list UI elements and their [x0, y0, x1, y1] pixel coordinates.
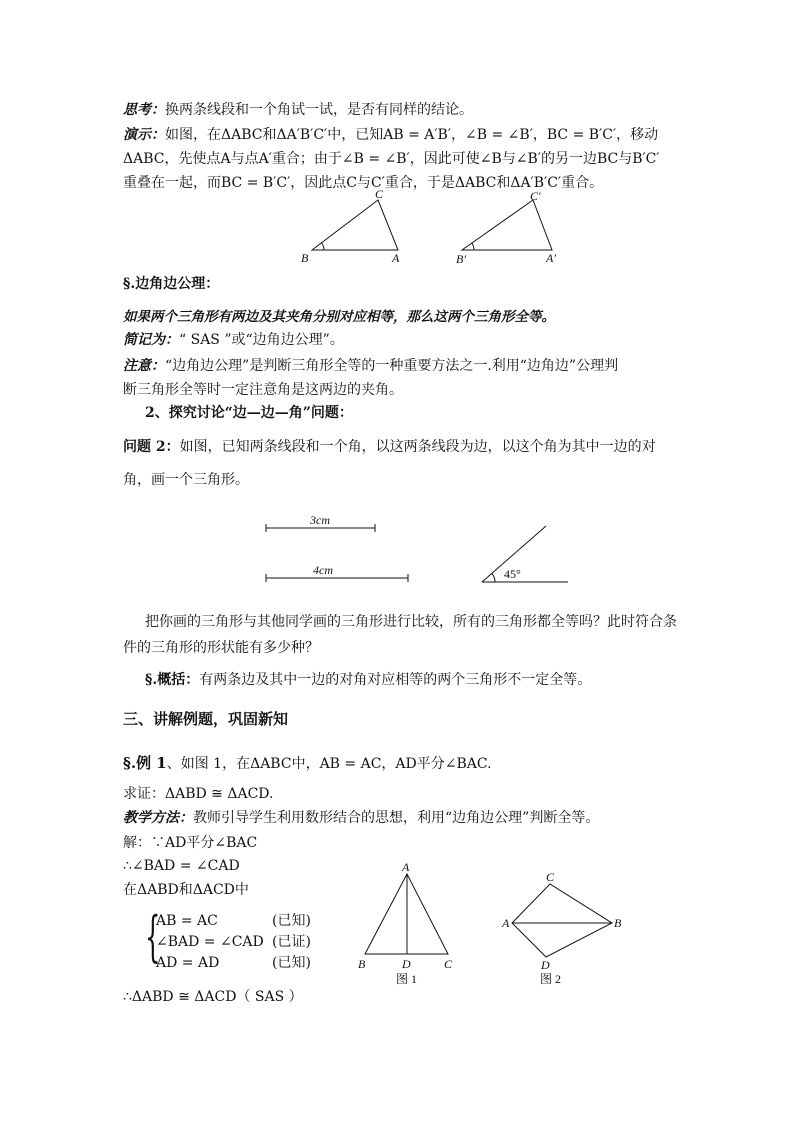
fig1-label-b: B [358, 957, 366, 971]
fig1-label-a: A [402, 860, 410, 874]
segment-3cm-label: 3cm [310, 513, 330, 527]
triangles-figure [290, 188, 580, 268]
label-b-prime: B′ [456, 252, 466, 266]
ex1-method-label: 教学方法： [123, 810, 193, 826]
q2-label: 问题 2： [123, 439, 180, 455]
segments-angle-figure [258, 508, 578, 590]
note-line-1 [123, 357, 683, 376]
think-text: 换两条线段和一个角试一试，是否有同样的结论。 [165, 102, 473, 118]
label-a: A [392, 251, 400, 265]
ex1-label: §.例 1 [123, 754, 167, 772]
ex1-line [123, 754, 683, 774]
system-brace: { [145, 905, 161, 968]
fig2-label-d: D [541, 958, 550, 972]
ex1-method-text: 教师引导学生利用数形结合的思想，利用“边角边公理”判断全等。 [193, 810, 600, 826]
think-paragraph [123, 101, 683, 120]
ex1-conclusion: ∴ΔABD ≅ ΔACD（ SAS ） [123, 989, 303, 1005]
system-reason-2: (已证) [272, 934, 311, 950]
demo-line-1 [123, 126, 683, 145]
segment-3cm [266, 513, 375, 532]
think-label: 思考： [123, 102, 165, 118]
summary-line [145, 671, 705, 690]
demo-text-1: 如图，在ΔABC和ΔA′B′C′中，已知AB = A′B′，∠B = ∠B′，BC = B′C′，移动 [165, 127, 659, 143]
sas-short [123, 331, 683, 350]
ex1-method [123, 809, 683, 828]
ex1-sol-3: 在ΔABD和ΔACD中 [123, 882, 249, 898]
summary-text: 有两条边及其中一边的对角对应相等的两个三角形不一定全等。 [199, 672, 592, 688]
angle-45 [482, 526, 568, 582]
demo-line-3: 重叠在一起，而BC = B′C′，因此点C与C′重合，于是ΔABC和ΔA′B′C′重合。 [123, 175, 604, 191]
triangle-abc [301, 187, 400, 265]
system-eq-1: AB = AC [156, 913, 218, 929]
note-line-2: 断三角形全等时一定注意角是这两边的夹角。 [123, 382, 403, 398]
fig2-label-c: C [546, 870, 555, 884]
fig1-label-d: D [402, 957, 411, 971]
segment-4cm [266, 563, 408, 582]
fig2-caption: 图 2 [540, 972, 562, 986]
label-a-prime: A′ [546, 251, 556, 265]
section-3-heading: 三、讲解例题，巩固新知 [123, 710, 289, 728]
sas-short-label: 简记为： [123, 332, 179, 348]
q2-text-1: 如图，已知两条线段和一个角，以这两条线段为边，以这个角为其中一边的对 [179, 439, 656, 455]
fig2-label-b: B [614, 916, 622, 930]
angle-45-label: 45° [504, 567, 521, 581]
triangle-abc-prime [456, 189, 556, 266]
figure-1 [350, 858, 465, 988]
figure-2 [496, 866, 631, 991]
summary-label: §.概括： [145, 672, 200, 688]
system-eq-2: ∠BAD = ∠CAD [156, 934, 264, 950]
ex1-prove: 求证：ΔABD ≅ ΔACD. [123, 786, 274, 802]
ex1-sol-2: ∴∠BAD = ∠CAD [123, 858, 240, 874]
q2-line-1 [123, 438, 683, 457]
system-eq-3: AD = AD [156, 955, 220, 971]
label-c: C [375, 187, 384, 201]
system-reason-3: (已知) [272, 955, 311, 971]
q2-line-2: 角，画一个三角形。 [123, 472, 249, 488]
sas-statement: 如果两个三角形有两边及其夹角分别对应相等，那么这两个三角形全等。 [123, 309, 555, 325]
fig1-caption: 图 1 [396, 972, 418, 986]
sas-short-text: “ SAS ”或“边角边公理”。 [179, 332, 344, 348]
demo-label: 演示： [123, 127, 165, 143]
segment-4cm-label: 4cm [313, 563, 333, 577]
section-2-heading: 2、探究讨论“边—边—角”问题： [145, 405, 353, 421]
label-c-prime: C′ [530, 189, 541, 203]
note-label: 注意： [123, 358, 165, 374]
ex1-sol-1: 解：∵AD平分∠BAC [123, 835, 258, 851]
ex1-text: 、如图 1，在ΔABC中，AB = AC，AD平分∠BAC. [166, 756, 492, 772]
demo-line-2: ΔABC，先使点A与点A′重合；由于∠B = ∠B′，因此可使∠B与∠B′的另一边BC与B′C′ [123, 151, 660, 167]
label-b: B [301, 251, 309, 265]
fig1-label-c: C [444, 957, 453, 971]
compare-line-1: 把你画的三角形与其他同学画的三角形进行比较，所有的三角形都全等吗？此时符合条 [145, 614, 677, 630]
sas-heading: §.边角边公理： [123, 276, 220, 292]
system-reason-1: (已知) [272, 913, 311, 929]
compare-line-2: 件的三角形的形状能有多少种？ [123, 640, 319, 656]
note-text-1: “边角边公理”是判断三角形全等的一种重要方法之一.利用“边角边”公理判 [165, 358, 619, 374]
fig2-label-a: A [502, 916, 510, 930]
